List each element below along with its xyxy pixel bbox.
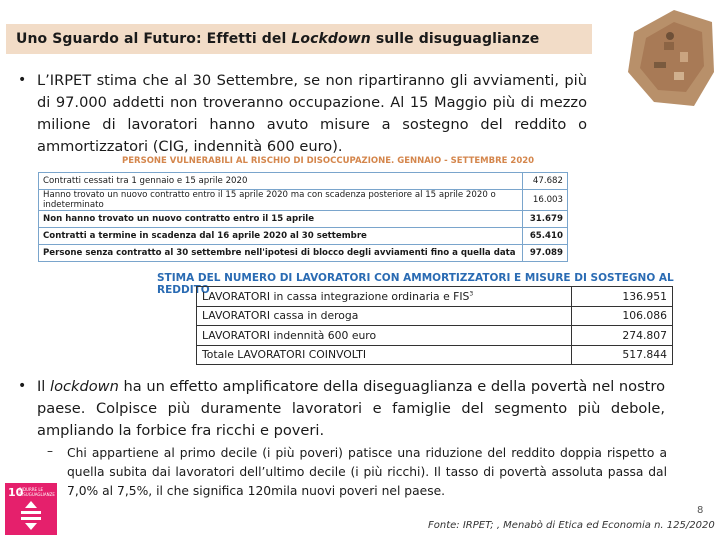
city-aerial-photo xyxy=(624,2,716,114)
vulnerable-persons-table xyxy=(38,172,568,262)
sdg-10-logo: 10 RIDURRE LE DISUGUAGLIANZE xyxy=(5,483,57,535)
equality-icon xyxy=(17,499,45,531)
table-row: Contratti cessati tra 1 gennaio e 15 aprile 2020 47.682 xyxy=(39,173,568,190)
bullet-marker: • xyxy=(18,72,27,88)
table-row: Totale LAVORATORI COINVOLTI 517.844 xyxy=(197,345,673,365)
table-row: Persone senza contratto al 30 settembre nell'ipotesi di blocco degli avviamenti fino a quella data 97.089 xyxy=(39,245,568,262)
table-row: LAVORATORI indennità 600 euro 274.807 xyxy=(197,326,673,346)
table-row: Hanno trovato un nuovo contratto entro il 15 aprile 2020 ma con scadenza posteriore al 15 aprile 2020 o indeterminato 16.003 xyxy=(39,190,568,211)
table-row: Contratti a termine in scadenza dal 16 aprile 2020 al 30 settembre 65.410 xyxy=(39,228,568,245)
slide-title: Uno Sguardo al Futuro: Effetti del Lockdown sulle disuguaglianze xyxy=(16,31,540,47)
bullet-lockdown-effect: Il lockdown ha un effetto amplificatore della diseguaglianza e della povertà nel nostro paese. Colpisce più duramente lavoratori e famiglie del segmento più debole, ampliando la forbice fra ricchi e poveri. xyxy=(37,378,666,439)
bullet-marker: • xyxy=(18,378,27,394)
workers-support-table xyxy=(196,286,673,365)
title-bar xyxy=(6,24,592,54)
table-row: LAVORATORI cassa in deroga 106.086 xyxy=(197,306,673,326)
table-row: Non hanno trovato un nuovo contratto entro il 15 aprile 31.679 xyxy=(39,211,568,228)
page-number: 8 xyxy=(697,505,704,516)
table1-title: PERSONE VULNERABILI AL RISCHIO DI DISOCCUPAZIONE. GENNAIO - SETTEMBRE 2020 xyxy=(122,156,535,166)
sub-bullet-decile: Chi appartiene al primo decile (i più poveri) patisce una riduzione del reddito doppia rispetto a quella subita dai lavoratori dell’ultimo decile (i più ricchi). Il tasso di povertà assoluta passa dal 7,0% al 7,5%, il che significa 120mila nuovi poveri nel paese. xyxy=(67,446,667,498)
table-row: LAVORATORI in cassa integrazione ordinaria e FIS$^3$ 136.951 xyxy=(197,287,673,307)
table2-title: STIMA DEL NUMERO DI LAVORATORI CON AMMORTIZZATORI E MISURE DI SOSTEGNO AL REDDITO xyxy=(157,272,674,296)
source-citation: Fonte: IRPET; , Menabò di Etica ed Economia n. 125/2020 xyxy=(428,520,715,531)
bullet-irpet-estimate: L’IRPET stima che al 30 Settembre, se non ripartiranno gli avviamenti, più di 97.000 addetti non troveranno occupazione. Al 15 Maggio più di mezzo milione di lavoratori hanno avuto misure a sostegno del reddito o ammortizzatori (CIG, indennità 600 euro). xyxy=(37,72,587,155)
sub-bullet-marker: – xyxy=(47,444,53,458)
